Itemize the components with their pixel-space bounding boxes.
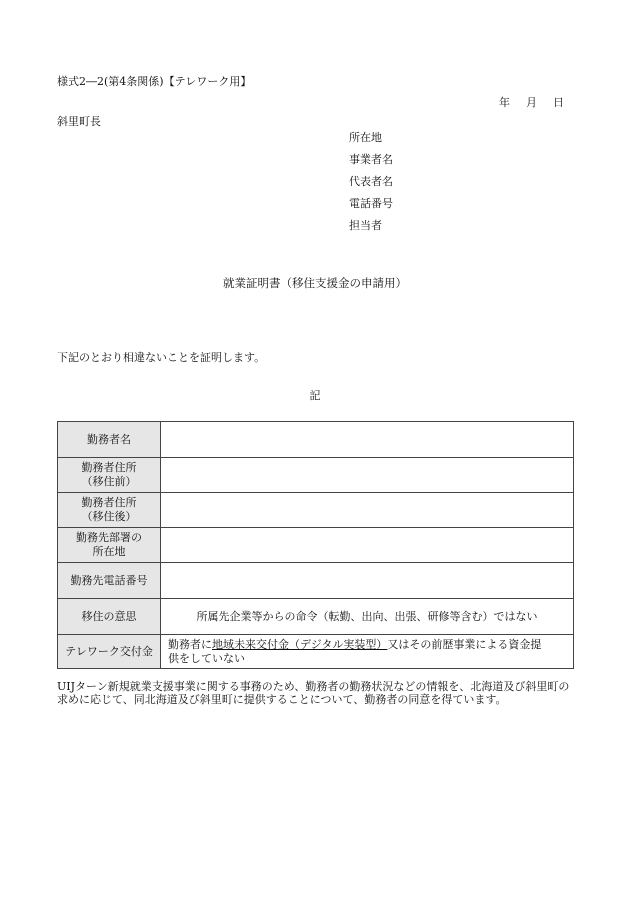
table-row-relocation-intent <box>58 599 574 635</box>
certificate-table <box>57 421 574 669</box>
row-label <box>58 493 161 528</box>
row-label: 移住の意思 <box>58 599 161 635</box>
row-label <box>58 458 161 493</box>
ki-heading: 記 <box>309 389 321 402</box>
issuer-representative-label: 代表者名 <box>349 175 393 188</box>
table-row-workplace-location <box>58 528 574 563</box>
grant-text-line2: 供をしていない <box>168 651 245 665</box>
certification-statement: 下記のとおり相違ないことを証明します。 <box>57 351 266 364</box>
issuer-block <box>349 131 393 241</box>
row-label <box>58 528 161 563</box>
label-line: 勤務者住所 <box>81 496 137 509</box>
table-row-address-after <box>58 493 574 528</box>
addressee: 斜里町長 <box>57 115 101 128</box>
issuer-phone-label: 電話番号 <box>349 197 393 210</box>
table-row-address-before <box>58 458 574 493</box>
form-number: 様式2―2(第4条関係)【テレワーク用】 <box>57 75 252 88</box>
issuer-address-label: 所在地 <box>349 131 382 144</box>
telework-grant-text <box>161 635 574 669</box>
table-row-telework-grant <box>58 635 574 669</box>
date-line <box>499 94 564 110</box>
date-month-label: 月 <box>526 96 537 109</box>
worker-name-field[interactable] <box>161 422 574 458</box>
label-line: 勤務先部署の <box>76 531 142 544</box>
table-row-worker-name <box>58 422 574 458</box>
issuer-contact-label: 担当者 <box>349 219 382 232</box>
workplace-phone-field[interactable] <box>161 563 574 599</box>
row-label: 勤務者名 <box>58 422 161 458</box>
address-after-field[interactable] <box>161 493 574 528</box>
relocation-intent-text: 所属先企業等からの命令（転勤、出向、出張、研修等含む）ではない <box>161 599 574 635</box>
grant-text-underlined: 地域未来交付金（デジタル実装型） <box>212 637 388 651</box>
issuer-company-label: 事業者名 <box>349 153 393 166</box>
label-line: 所在地 <box>92 545 126 558</box>
label-line: （移住前） <box>81 475 137 488</box>
document-title: 就業証明書（移住支援金の申請用） <box>223 276 407 290</box>
grant-text-pre: 勤務者に <box>168 637 212 651</box>
consent-note: UIJターン新規就業支援事業に関する事務のため、勤務者の勤務状況などの情報を、北海道及び斜里町の求めに応じて、同北海道及び斜里町に提供することについて、勤務者の同意を得ています。 <box>57 680 570 706</box>
date-day-label: 日 <box>553 96 564 109</box>
table-row-workplace-phone <box>58 563 574 599</box>
label-line: 勤務者住所 <box>81 461 137 474</box>
date-year-label: 年 <box>499 96 510 109</box>
grant-text-post: 又はその前歴事業による資金提 <box>387 637 542 651</box>
address-before-field[interactable] <box>161 458 574 493</box>
label-line: （移住後） <box>81 510 137 523</box>
row-label: 勤務先電話番号 <box>58 563 161 599</box>
row-label: テレワーク交付金 <box>58 635 161 669</box>
workplace-location-field[interactable] <box>161 528 574 563</box>
